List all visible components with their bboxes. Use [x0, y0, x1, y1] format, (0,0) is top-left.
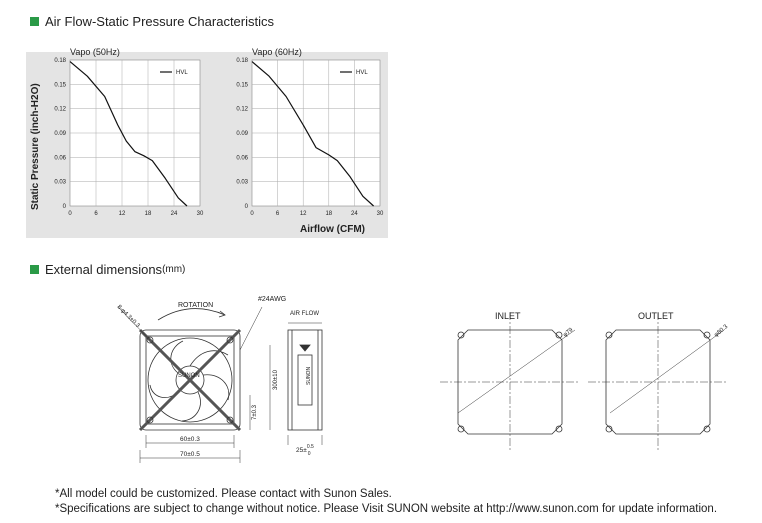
- x-tick-label: 6: [275, 211, 280, 217]
- inner-dim-label: 60±0.3: [180, 436, 200, 443]
- y-tick-label: 0.12: [236, 106, 248, 113]
- legend-label: HVL: [356, 70, 368, 76]
- wire-label: #24AWG: [258, 296, 287, 303]
- outlet-view: [588, 312, 728, 452]
- y-tick-label: 0.15: [54, 82, 66, 89]
- x-tick-label: 30: [196, 211, 204, 217]
- section-unit: (mm): [162, 264, 186, 275]
- y-tick-label: 0.18: [236, 58, 248, 64]
- y-tick-label: 0.12: [54, 106, 66, 113]
- y-tick-label: 0.06: [54, 155, 66, 162]
- chart-title: Vapo (60Hz): [252, 47, 302, 57]
- x-tick-label: 30: [376, 211, 384, 217]
- section-title-text: External dimensions: [45, 262, 163, 277]
- x-tick-label: 18: [325, 211, 333, 217]
- x-tick-label: 0: [68, 211, 72, 217]
- x-tick-label: 0: [250, 211, 254, 217]
- inlet-dia-label: φ79: [562, 327, 575, 339]
- rotation-label: ROTATION: [178, 302, 214, 309]
- mount-hole-label: 8-φ4.3±0.3: [115, 304, 141, 330]
- x-tick-label: 12: [118, 211, 126, 217]
- y-tick-label: 0.03: [54, 179, 66, 186]
- y-tick-label: 0.03: [236, 179, 248, 186]
- side-dim-label: 7±0.3: [252, 405, 258, 420]
- y-tick-label: 0.15: [236, 82, 248, 89]
- x-tick-label: 24: [351, 211, 358, 217]
- green-square-icon: [30, 265, 39, 274]
- thickness-label: 25±$^{0.5}$ 0: [296, 444, 314, 457]
- fan-side-view: [288, 323, 322, 445]
- section-title-text: Air Flow-Static Pressure Characteristics: [45, 14, 274, 29]
- x-tick-label: 18: [144, 211, 152, 217]
- y-tick-label: 0.09: [236, 131, 248, 137]
- chart-60hz: [0, 0, 762, 240]
- inlet-label: INLET: [495, 311, 521, 321]
- y-axis-label: Static Pressure (inch-H2O): [30, 83, 41, 210]
- outlet-label: OUTLET: [638, 311, 674, 321]
- note-customize: *All model could be customized. Please contact with Sunon Sales.: [55, 488, 392, 500]
- wire-length-label: 300±10: [273, 370, 279, 390]
- outlet-dia-label: φ80.3: [713, 323, 730, 339]
- dimension-drawing: [0, 285, 762, 470]
- x-tick-label: 12: [299, 211, 307, 217]
- chart-title: Vapo (50Hz): [70, 47, 120, 57]
- brand-label: SUNON: [178, 373, 200, 379]
- side-brand-label: SUNON: [306, 366, 312, 385]
- y-tick-label: 0: [244, 204, 248, 210]
- outer-dim-label: 70±0.5: [180, 451, 200, 458]
- legend-label: HVL: [176, 70, 188, 76]
- note-specifications: *Specifications are subject to change without notice. Please Visit SUNON website at http://www.sunon.com for update information.: [55, 503, 718, 515]
- y-tick-label: 0.06: [236, 155, 248, 162]
- x-axis-label: Airflow (CFM): [300, 224, 365, 235]
- y-tick-label: 0.09: [54, 131, 66, 137]
- x-tick-label: 24: [170, 211, 178, 217]
- x-tick-label: 6: [94, 211, 98, 217]
- section-title-dimensions: [30, 262, 185, 277]
- inlet-view: [440, 312, 580, 452]
- y-tick-label: 0: [62, 204, 66, 210]
- y-tick-label: 0.18: [54, 58, 66, 64]
- airflow-label: AIR FLOW: [290, 311, 320, 317]
